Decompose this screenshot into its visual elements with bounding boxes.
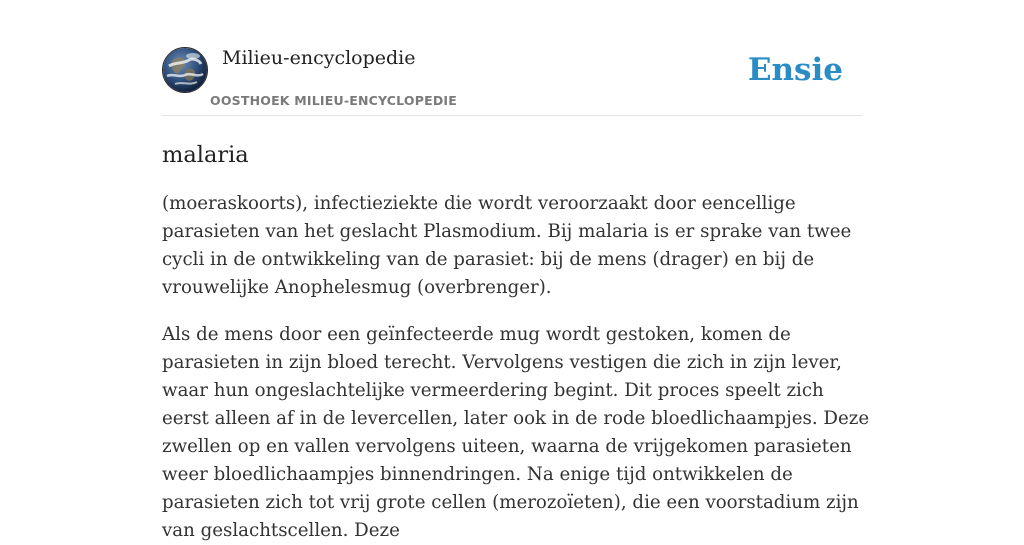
site-subtitle: OOSTHOEK MILIEU-ENCYCLOPEDIE <box>210 93 457 108</box>
page <box>162 0 870 545</box>
site-header <box>162 46 862 116</box>
site-title[interactable]: Milieu-encyclopedie <box>222 47 416 69</box>
earth-globe-graphic <box>163 48 207 92</box>
ensie-logo-link[interactable]: Ensie <box>747 52 843 88</box>
article-title: malaria <box>162 142 249 168</box>
earth-globe-icon[interactable] <box>162 47 208 93</box>
article-paragraph: (moeraskoorts), infectieziekte die wordt veroorzaakt door eencellige parasieten van het geslacht Plasmodium. Bij malaria is er sprake van twee cycli in de ontwikkeling van de parasiet: bij de mens (drager) en bij de vrouwelijke Anophelesmug (overbrenger). <box>162 193 852 298</box>
article-paragraph: Als de mens door een geïnfecteerde mug wordt gestoken, komen de parasieten in zijn bloed terecht. Vervolgens vestigen die zich in zijn lever, waar hun ongeslachtelijke vermeerdering begint. Dit proces speelt zich eerst alleen af in de levercellen, later ook in de rode bloedlichaampjes. Deze zwellen op en vallen vervolgens uiteen, waarna de vrijgekomen parasieten weer bloedlichaampjes binnendringen. Na enige tijd ontwikkelen de parasieten zich tot vrij grote cellen (merozoïeten), die een voorstadium zijn van geslachtscellen. Deze <box>162 324 870 541</box>
article-body <box>162 190 870 545</box>
